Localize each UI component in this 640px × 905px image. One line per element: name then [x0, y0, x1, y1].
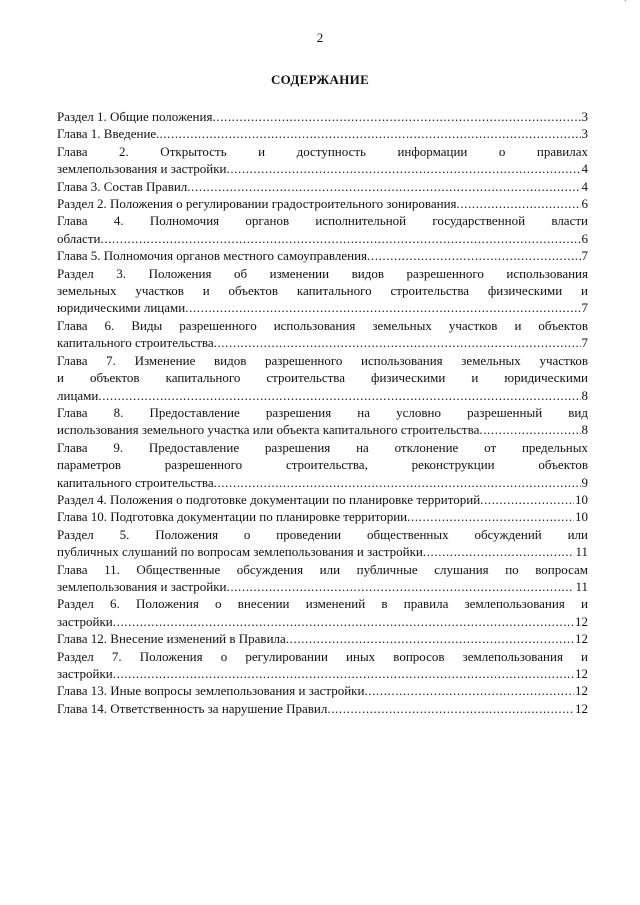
toc-entry[interactable]: [57, 352, 588, 404]
toc-entry-text: землепользования и застройки: [57, 578, 227, 594]
toc-page-number: 7: [581, 300, 588, 316]
toc-entry-text: параметров разрешенного строительства, реконструкции объектов: [57, 457, 588, 473]
toc-entry[interactable]: [57, 682, 588, 699]
dot-leader: [457, 195, 581, 212]
dot-leader: [98, 387, 580, 404]
toc-entry-text: застройки: [57, 666, 113, 681]
toc-entry[interactable]: [57, 178, 588, 195]
toc-page-number: 12: [575, 700, 588, 716]
dot-leader: [100, 230, 580, 247]
toc-page-number: 9: [581, 474, 588, 490]
toc-entry-text: Глава 8. Предоставление разрешения на условно разрешенный вид: [57, 404, 588, 420]
toc-entry-text: капитального строительства: [57, 474, 214, 490]
corner-mark: ': [624, 0, 626, 9]
dot-leader: [226, 160, 580, 177]
dot-leader: [159, 125, 580, 142]
table-of-contents: [57, 108, 588, 717]
dot-leader: [407, 508, 574, 525]
toc-entry-text: Раздел 7. Положения о регулировании иных вопросов землепользования и: [57, 648, 588, 664]
toc-entry[interactable]: [57, 700, 588, 717]
toc-page-number: 10: [575, 491, 588, 507]
toc-page-number: 11: [575, 578, 588, 594]
toc-entry-text: Глава 9. Предоставление разрешения на отклонение от предельных: [57, 439, 588, 455]
toc-title: СОДЕРЖАНИЕ: [270, 72, 370, 87]
toc-page-number: 6: [581, 196, 588, 212]
toc-page-number: 12: [575, 613, 588, 629]
dot-leader: [367, 247, 580, 264]
toc-page-number: 4: [581, 161, 588, 177]
toc-entry[interactable]: [57, 317, 588, 352]
toc-page-number: 7: [581, 248, 588, 264]
toc-entry[interactable]: [57, 648, 588, 683]
toc-entry[interactable]: [57, 630, 588, 647]
toc-entry-text: Раздел 4. Положения о подготовке документации по планировке территорий: [57, 491, 481, 507]
dot-leader: [113, 665, 574, 682]
dot-leader: [226, 578, 574, 595]
toc-entry-text: Глава 3. Состав Правил: [57, 178, 188, 194]
dot-leader: [187, 178, 580, 195]
toc-entry[interactable]: [57, 212, 588, 247]
dot-leader: [479, 421, 580, 438]
toc-page-number: 10: [575, 509, 588, 525]
toc-entry-text: застройки: [57, 613, 113, 629]
toc-entry-text: Глава 1. Введение.: [57, 126, 160, 142]
toc-entry-text: юридическими лицами: [57, 300, 186, 316]
toc-entry-text: Глава 6. Виды разрешенного использования земельных участков и объектов: [57, 317, 588, 333]
toc-page-number: 7: [581, 335, 588, 351]
toc-entry[interactable]: [57, 108, 588, 125]
toc-entry-text: Глава 14. Ответственность за нарушение Правил: [57, 700, 328, 716]
dot-leader: [113, 613, 574, 630]
toc-entry-text: Глава 5. Полномочия органов местного самоуправления: [57, 248, 368, 264]
toc-entry-text: землепользования и застройки: [57, 161, 227, 177]
toc-entry-text: Глава 2. Открытость и доступность информации о правилах: [57, 143, 588, 159]
toc-entry[interactable]: [57, 491, 588, 508]
dot-leader: [214, 474, 581, 491]
toc-entry-text: Раздел 6. Положения о внесении изменений в правила землепользования и: [57, 596, 588, 612]
toc-entry[interactable]: [57, 561, 588, 596]
toc-entry[interactable]: [57, 508, 588, 525]
dot-leader: [327, 700, 574, 717]
toc-entry[interactable]: [57, 439, 588, 491]
toc-page-number: 8: [581, 422, 588, 438]
toc-page-number: 11: [575, 544, 588, 560]
toc-entry-text: Глава 11. Общественные обсуждения или публичные слушания по вопросам: [57, 561, 588, 577]
toc-entry-text: капитального строительства: [57, 335, 214, 351]
toc-entry-text: Раздел 2. Положения о регулировании градостроительного зонирования: [57, 196, 457, 212]
dot-leader: [185, 299, 580, 316]
toc-page-number: 8: [581, 387, 588, 403]
toc-entry-text: и объектов капитального строительства физическими и юридическими: [57, 370, 588, 386]
toc-entry-text: земельных участков и объектов капитального строительства физическими и: [57, 283, 588, 299]
toc-entry-text: Глава 10. Подготовка документации по планировке территории: [57, 509, 408, 525]
dot-leader: [480, 491, 574, 508]
toc-entry[interactable]: [57, 195, 588, 212]
dot-leader: [364, 682, 574, 699]
toc-entry-text: Глава 12. Внесение изменений в Правила: [57, 631, 286, 647]
toc-entry-text: публичных слушаний по вопросам землепользования и застройки: [57, 544, 423, 560]
toc-entry[interactable]: [57, 125, 588, 142]
page-number: 2: [316, 30, 324, 45]
toc-entry-text: Глава 4. Полномочия органов исполнительной государственной власти: [57, 213, 588, 229]
toc-page-number: 3: [581, 126, 588, 142]
toc-page-number: 12: [575, 666, 588, 681]
toc-page-number: 12: [575, 631, 588, 647]
toc-entry-text: Раздел 3. Положения об изменении видов разрешенного использования: [57, 265, 588, 281]
toc-entry-text: Раздел 5. Положения о проведении общественных обсуждений или: [57, 526, 588, 542]
toc-page-number: 6: [581, 230, 588, 246]
toc-entry[interactable]: [57, 143, 588, 178]
toc-page-number: 3: [581, 109, 588, 124]
toc-page-number: 12: [575, 683, 588, 699]
toc-entry[interactable]: [57, 526, 588, 561]
toc-entry-text: Глава 13. Иные вопросы землепользования и застройки: [57, 683, 365, 699]
toc-page-number: 4: [581, 178, 588, 194]
toc-entry[interactable]: [57, 247, 588, 264]
toc-entry[interactable]: [57, 404, 588, 439]
toc-entry[interactable]: [57, 265, 588, 317]
toc-entry-text: области: [57, 230, 101, 246]
toc-entry-text: Раздел 1. Общие положения: [57, 109, 213, 124]
toc-entry-text: лицами: [57, 387, 99, 403]
dot-leader: [214, 334, 581, 351]
toc-entry-text: Глава 7. Изменение видов разрешенного использования земельных участков: [57, 352, 588, 368]
dot-leader: [212, 108, 580, 125]
dot-leader: [286, 630, 574, 647]
toc-entry-text: использования земельного участка или объекта капитального строительства: [57, 422, 480, 438]
dot-leader: [423, 543, 575, 560]
toc-entry[interactable]: [57, 595, 588, 630]
